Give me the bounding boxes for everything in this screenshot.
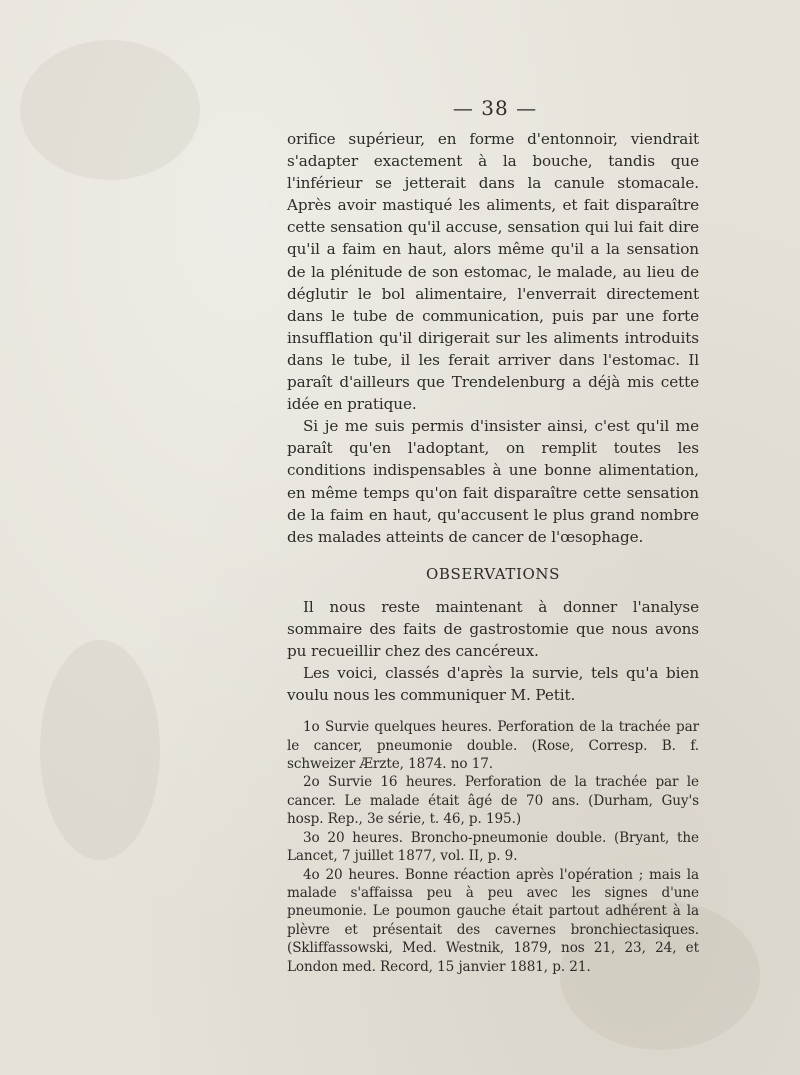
page-number: — 38 —	[452, 96, 538, 120]
paper-stain	[40, 640, 160, 860]
paragraph: Il nous reste maintenant à donner l'analyse sommaire des faits de gastrostomie que nous avons pu recueillir chez des cancéreux.	[287, 597, 699, 660]
section-title: OBSERVATIONS	[426, 564, 560, 583]
page-body	[287, 128, 699, 976]
paragraph: Si je me suis permis d'insister ainsi, c'est qu'il me paraît qu'en l'adoptant, on remplit toutes les conditions indispensables à une bonne alimentation, en même temps qu'on fait disparaître cette sensation de la faim en haut, qu'accusent le plus grand nombre des malades atteints de cancer de l'œsophage.	[287, 417, 699, 546]
observation-item: 4o 20 heures. Bonne réaction après l'opération ; mais la malade s'affaissa peu à peu avec les signes d'une pneumonie. Le poumon gauche était partout adhérent à la plèvre et présentait des cavernes bronchiectasiques. (Skliffassowski, Med. Westnik, 1879, nos 21, 23, 24, et London med. Record, 15 janvier 1881, p. 21.	[287, 866, 699, 975]
observation-item: 2o Survie 16 heures. Perforation de la trachée par le cancer. Le malade était âgé de 70 ans. (Durham, Guy's hosp. Rep., 3e série, t. 46, p. 195.)	[287, 774, 699, 828]
paragraph: Les voici, classés d'après la survie, tels qu'a bien voulu nous les communiquer M. Petit.	[287, 664, 699, 705]
observation-item: 3o 20 heures. Broncho-pneumonie double. (Bryant, the Lancet, 7 juillet 1877, vol. II, p. 9.	[287, 829, 699, 865]
observation-item: 1o Survie quelques heures. Perforation de la trachée par le cancer, pneumonie double. (Rose, Corresp. B. f. schweizer Ærzte, 1874. no 17.	[287, 719, 699, 773]
observation-list	[287, 718, 699, 976]
paper-stain	[20, 40, 200, 180]
paragraph: orifice supérieur, en forme d'entonnoir, viendrait s'adapter exactement à la bouche, tandis que l'inférieur se jetterait dans la canule stomacale. Après avoir mastiqué les aliments, et fait disparaître cette sensation qu'il accuse, sensation qui lui fait dire qu'il a faim en haut, alors même qu'il a la sensation de la plénitude de son estomac, le malade, au lieu de déglutir le bol alimentaire, l'enverrait directement dans le tube de communication, puis par une forte insufflation qu'il dirigerait sur les aliments introduits dans le tube, il les ferait arriver dans l'estomac. Il paraît d'ailleurs que Trendelenburg a déjà mis cette idée en pratique.	[287, 130, 699, 414]
